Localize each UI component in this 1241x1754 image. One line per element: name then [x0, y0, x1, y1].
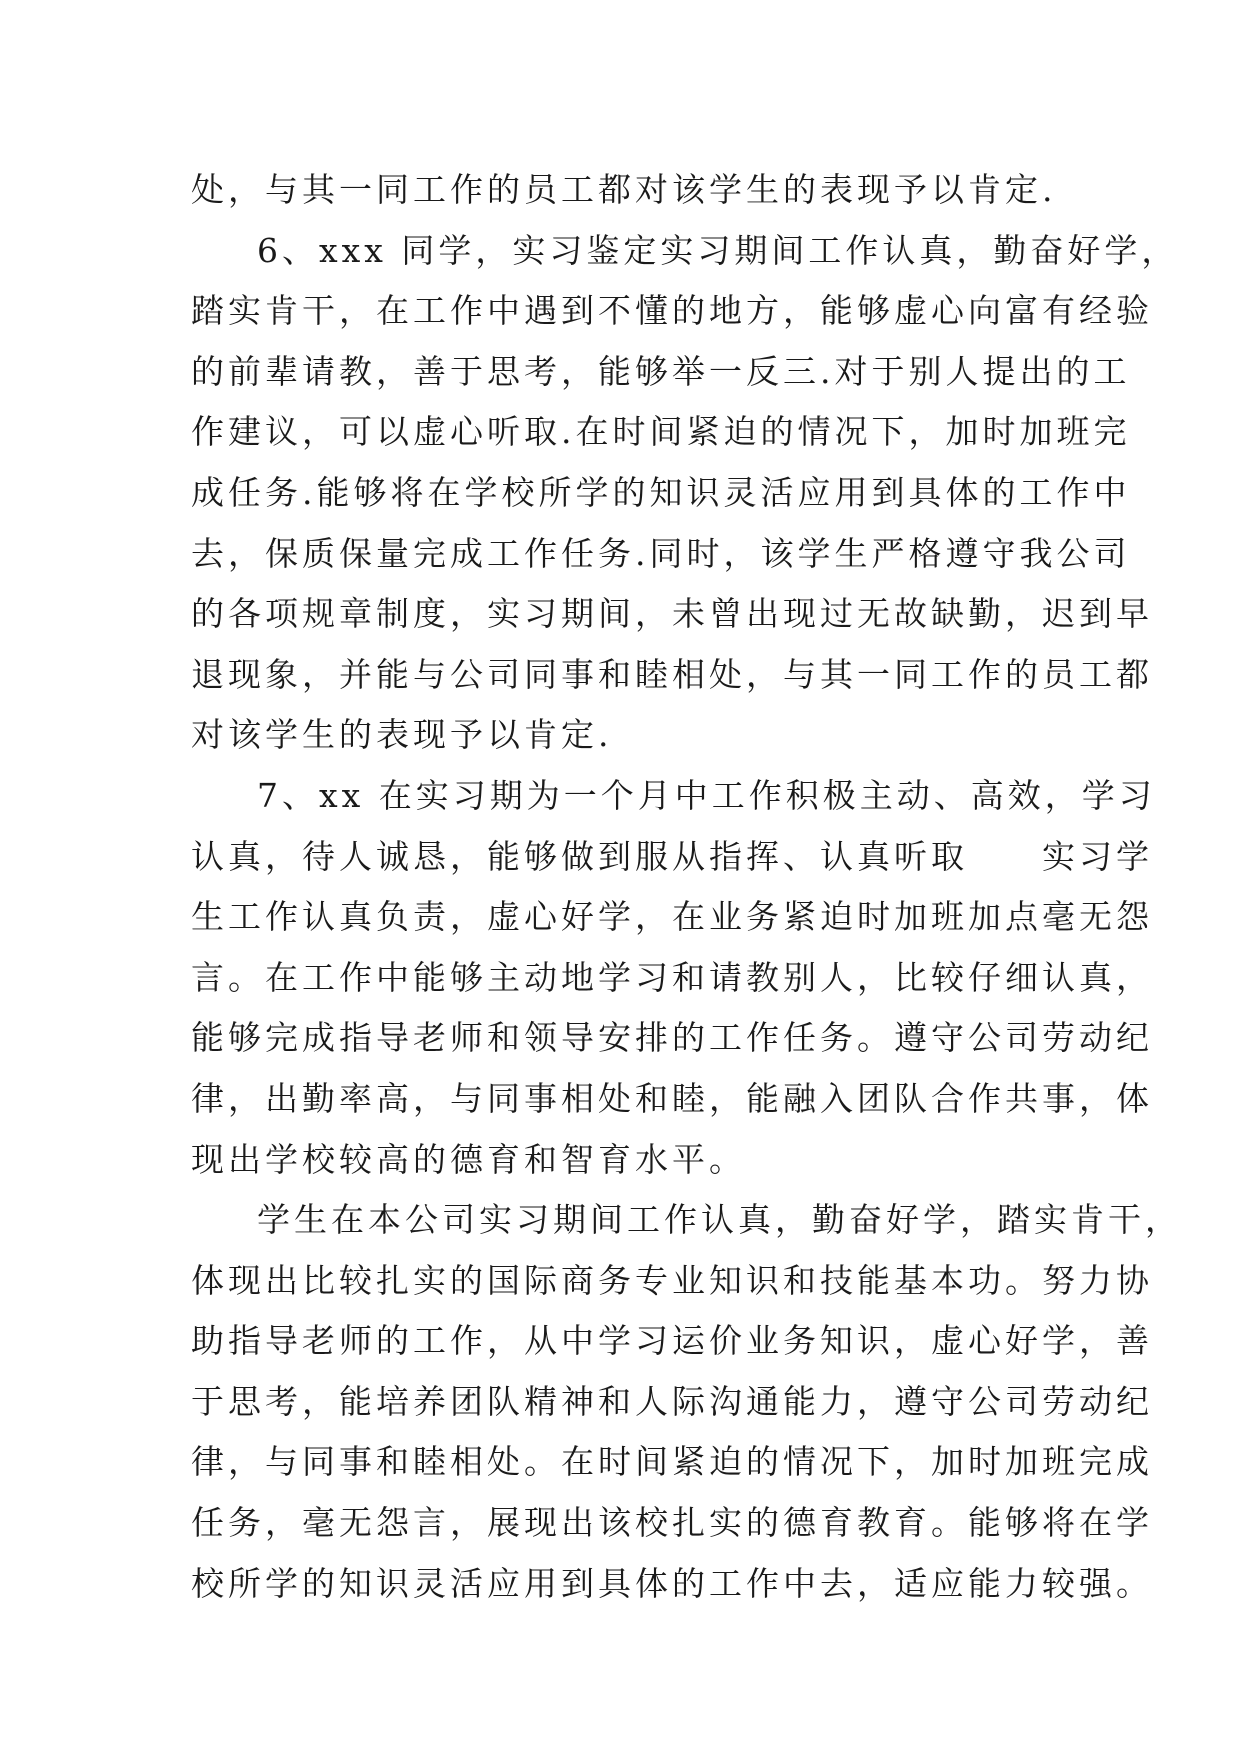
text-line: 7、xx 在实习期为一个月中工作积极主动、高效，学习 — [257, 775, 1156, 815]
text-line: 退现象，并能与公司同事和睦相处，与其一同工作的员工都 — [191, 654, 1153, 694]
text-line: 律，与同事和睦相处。在时间紧迫的情况下，加时加班完成 — [191, 1442, 1153, 1482]
text-line: 能够完成指导老师和领导安排的工作任务。遵守公司劳动纪 — [191, 1018, 1153, 1058]
text-line: 成任务.能够将在学校所学的知识灵活应用到具体的工作中 — [191, 472, 1131, 512]
paragraph-item-7 — [191, 766, 1156, 1190]
document-body — [191, 160, 1182, 1614]
text-line: 的各项规章制度，实习期间，未曾出现过无故缺勤，迟到早 — [191, 594, 1153, 634]
text-line: 认真，待人诚恳，能够做到服从指挥、认真听取 实习学 — [191, 836, 1153, 876]
paragraph-continuation — [191, 160, 1071, 221]
text-line: 言。在工作中能够主动地学习和请教别人，比较仔细认真， — [191, 957, 1153, 997]
text-line: 助指导老师的工作，从中学习运价业务知识，虚心好学，善 — [191, 1321, 1153, 1361]
text-line: 作建议，可以虚心听取.在时间紧迫的情况下，加时加班完 — [191, 412, 1131, 452]
text-line: 处，与其一同工作的员工都对该学生的表现予以肯定. — [191, 170, 1057, 209]
text-line: 生工作认真负责，虚心好学，在业务紧迫时加班加点毫无怨 — [191, 897, 1153, 937]
text-line: 去，保质保量完成工作任务.同时，该学生严格遵守我公司 — [191, 533, 1131, 573]
paragraph-item-8 — [191, 1190, 1182, 1614]
text-line: 于思考，能培养团队精神和人际沟通能力，遵守公司劳动纪 — [191, 1381, 1153, 1421]
text-line: 体现出比较扎实的国际商务专业知识和技能基本功。努力协 — [191, 1260, 1153, 1300]
text-line: 律，出勤率高，与同事相处和睦，能融入团队合作共事，体 — [191, 1078, 1153, 1118]
text-line: 学生在本公司实习期间工作认真，勤奋好学，踏实肯干， — [257, 1200, 1182, 1240]
text-line: 校所学的知识灵活应用到具体的工作中去，适应能力较强。 — [191, 1563, 1153, 1603]
text-line: 的前辈请教，善于思考，能够举一反三.对于别人提出的工 — [191, 351, 1131, 391]
paragraph-item-6 — [191, 221, 1179, 766]
text-line: 现出学校较高的德育和智育水平。 — [191, 1139, 746, 1179]
text-line: 踏实肯干，在工作中遇到不懂的地方，能够虚心向富有经验 — [191, 291, 1153, 331]
text-line: 对该学生的表现予以肯定. — [191, 715, 613, 755]
text-line: 任务，毫无怨言，展现出该校扎实的德育教育。能够将在学 — [191, 1503, 1153, 1543]
text-line: 6、xxx 同学，实习鉴定实习期间工作认真，勤奋好学， — [257, 230, 1179, 270]
